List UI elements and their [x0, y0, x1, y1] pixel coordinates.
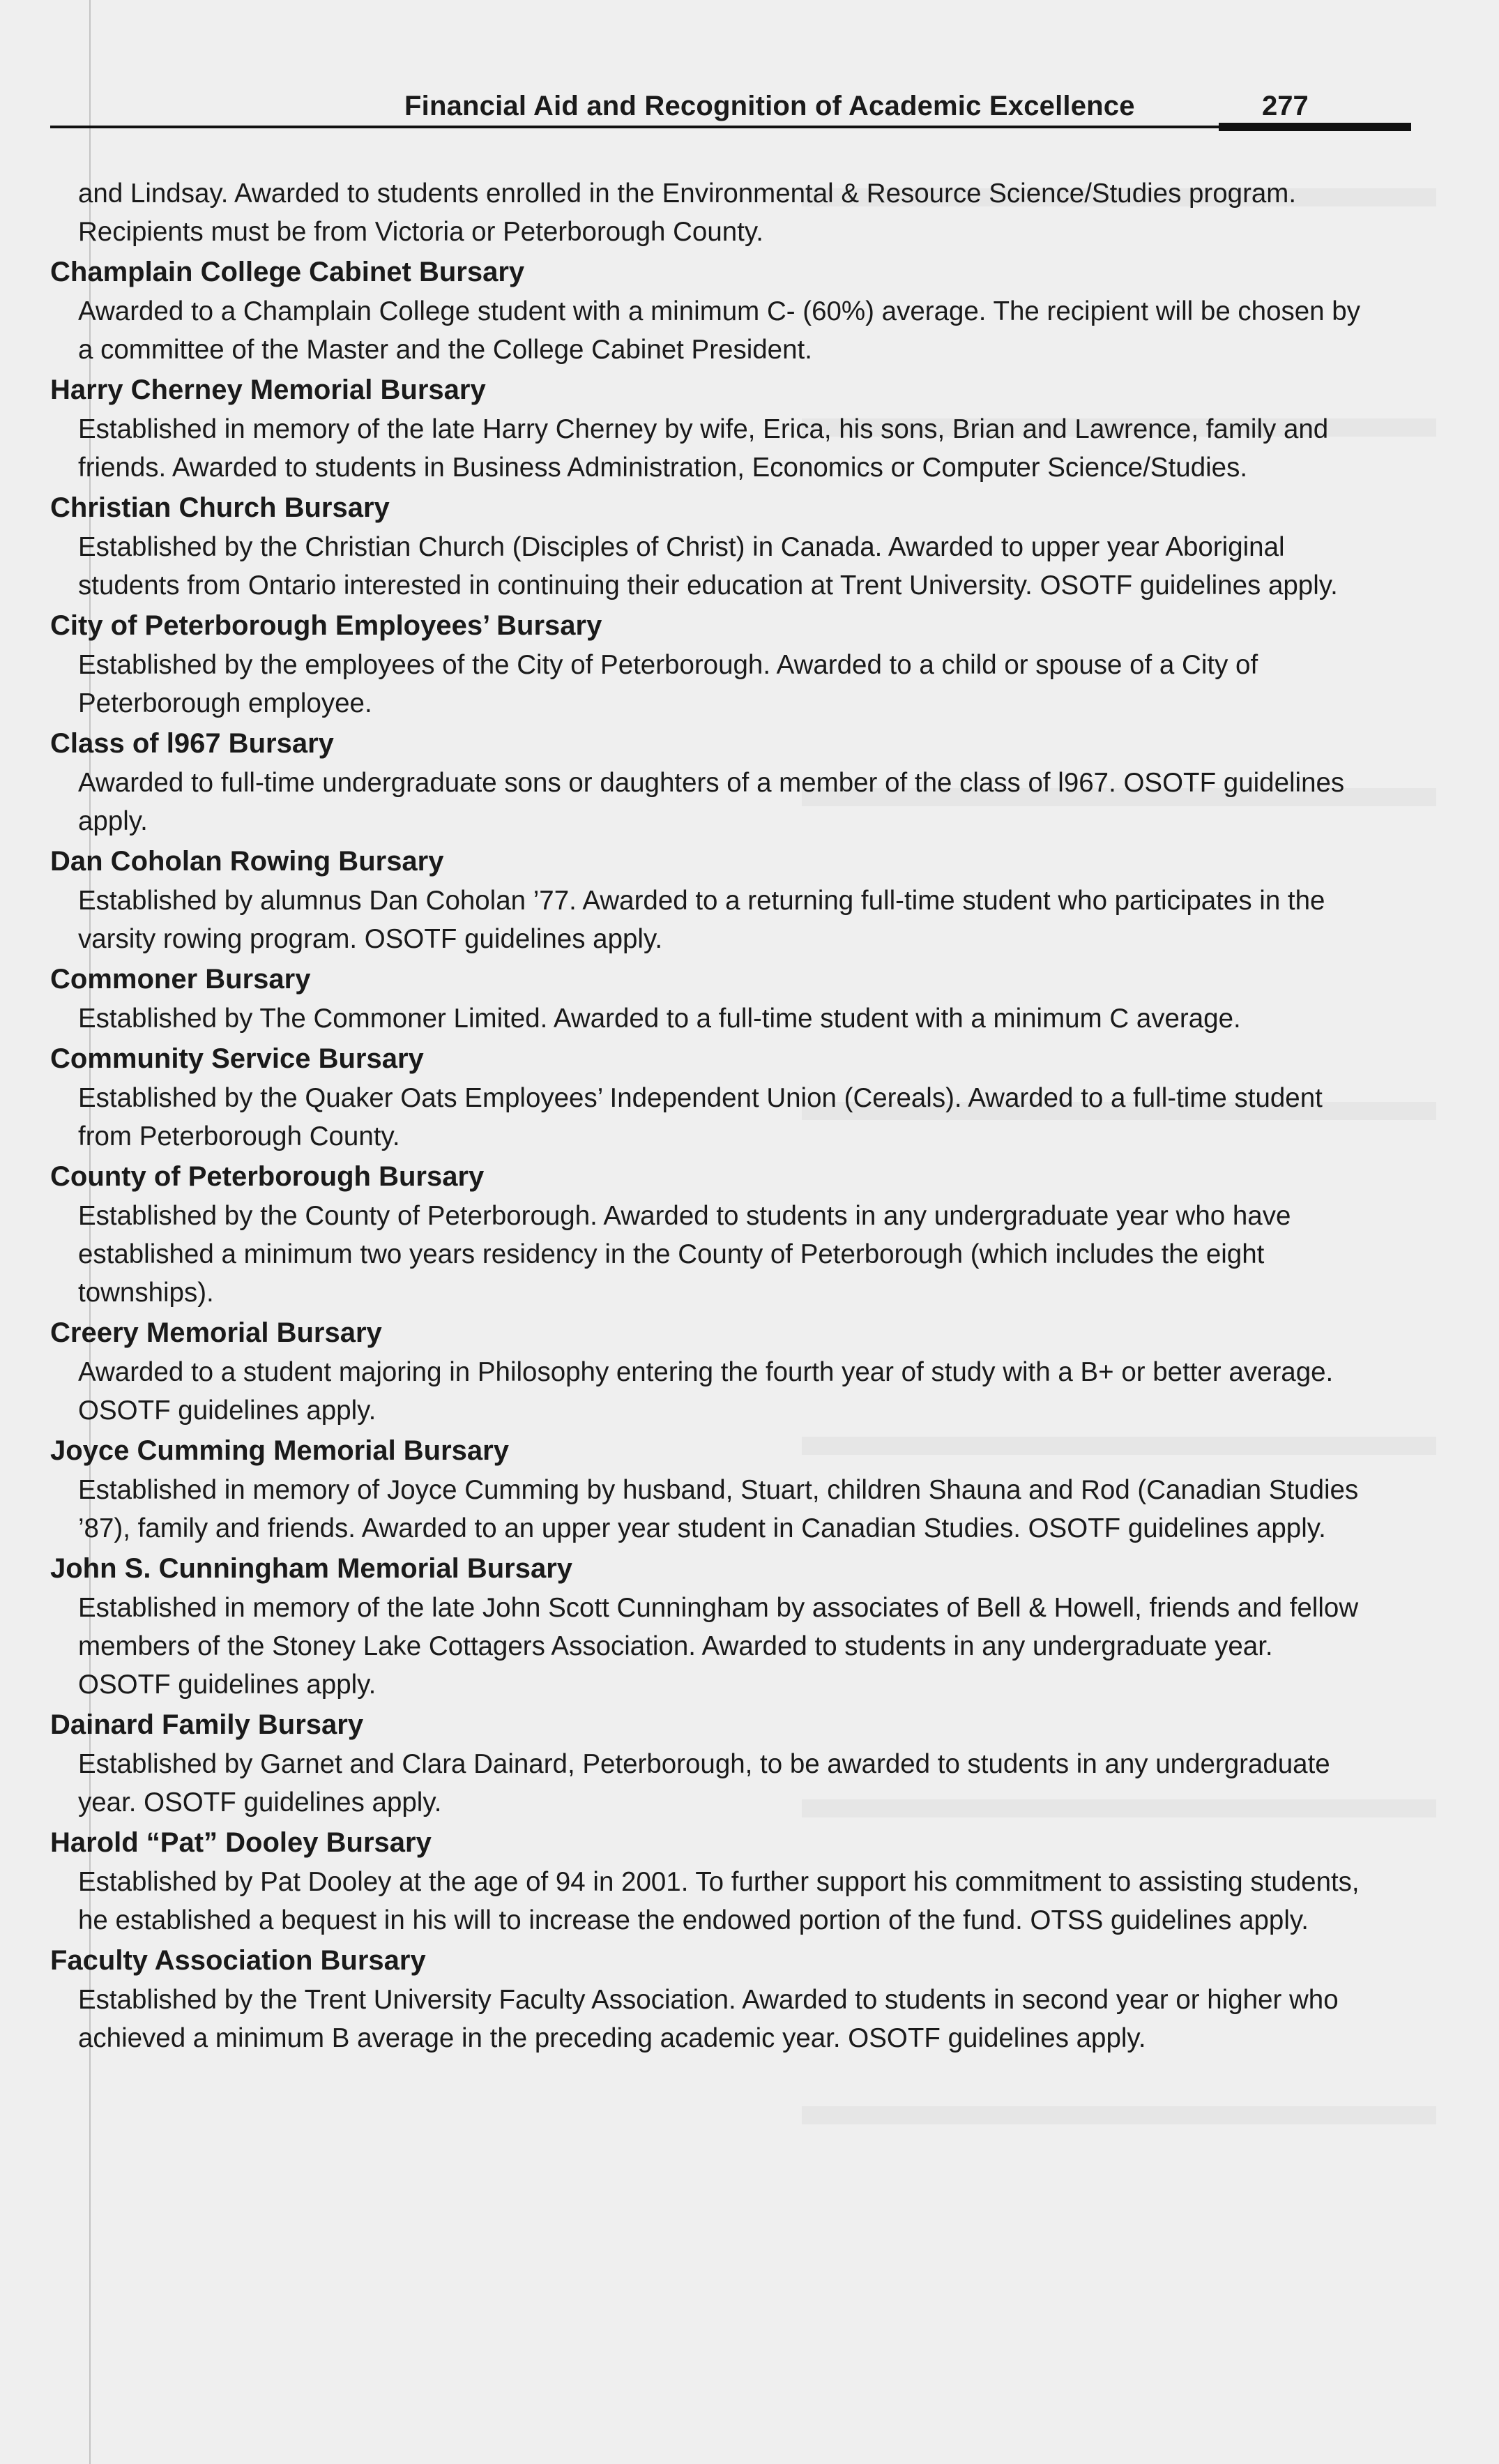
bursary-entry [50, 960, 1361, 1038]
running-head: Financial Aid and Recognition of Academic Excellence [404, 91, 1135, 121]
bursary-description: Established in memory of Joyce Cumming by husband, Stuart, children Shauna and Rod (Canadian Studies ’87), family and friends. Awarded to an upper year student in Canadian Studies. OSOTF guidelines apply. [78, 1475, 1359, 1543]
bursary-title: John S. Cunningham Memorial Bursary [50, 1553, 573, 1584]
bursary-description: Awarded to full-time undergraduate sons or daughters of a member of the class of l967. OSOTF guidelines apply. [78, 768, 1345, 836]
bursary-description: Established by the Trent University Faculty Association. Awarded to students in second year or higher who achieved a minimum B average in the preceding academic year. OSOTF guidelines apply. [78, 1985, 1339, 2053]
bursary-entry [50, 606, 1361, 723]
bursary-entry [50, 1823, 1361, 1940]
bursary-title: County of Peterborough Bursary [50, 1161, 485, 1192]
page-header [50, 85, 1361, 128]
bursary-title: Community Service Bursary [50, 1043, 424, 1074]
bursary-entry [50, 1431, 1361, 1548]
bursary-title: City of Peterborough Employees’ Bursary [50, 610, 602, 641]
header-rule-accent [1219, 123, 1411, 131]
bursary-title: Class of l967 Bursary [50, 728, 334, 759]
bursary-title: Creery Memorial Bursary [50, 1317, 382, 1348]
bursary-description: Established by the employees of the City of Peterborough. Awarded to a child or spouse of a City of Peterborough employee. [78, 650, 1258, 718]
bursary-description: Established in memory of the late John Scott Cunningham by associates of Bell & Howell, friends and fellow members of the Stoney Lake Cottagers Association. Awarded to students in any undergraduate year. OSOTF guidelines apply. [78, 1593, 1359, 1700]
bursary-description: Established by the Christian Church (Disciples of Christ) in Canada. Awarded to upper year Aboriginal students from Ontario interested in continuing their education at Trent University. OSOTF guidelines apply. [78, 532, 1338, 600]
bleed-through-line [802, 2106, 1436, 2124]
bursary-title: Commoner Bursary [50, 964, 311, 995]
bursary-description: Established by The Commoner Limited. Awarded to a full-time student with a minimum C average. [78, 1004, 1241, 1034]
bursary-listing [50, 174, 1361, 2057]
bursary-description: Established by alumnus Dan Coholan ’77. Awarded to a returning full-time student who participates in the varsity rowing program. OSOTF guidelines apply. [78, 886, 1325, 954]
bursary-entry [50, 724, 1361, 840]
bursary-entry [50, 842, 1361, 958]
bursary-description: Established in memory of the late Harry Cherney by wife, Erica, his sons, Brian and Lawrence, family and friends. Awarded to students in Business Administration, Economics or Computer Science/Studies. [78, 414, 1329, 483]
header-rule [50, 126, 1361, 128]
continued-paragraph: and Lindsay. Awarded to students enrolled in the Environmental & Resource Science/Studies program. Recipients must be from Victoria or Peterborough County. [78, 179, 1297, 247]
bursary-title: Christian Church Bursary [50, 492, 390, 523]
bursary-description: Awarded to a student majoring in Philosophy entering the fourth year of study with a B+ or better average. OSOTF guidelines apply. [78, 1357, 1334, 1426]
bursary-entry [50, 1313, 1361, 1430]
bursary-entry [50, 1705, 1361, 1822]
bursary-title: Harold “Pat” Dooley Bursary [50, 1827, 432, 1858]
bursary-description: Established by Garnet and Clara Dainard, Peterborough, to be awarded to students in any undergraduate year. OSOTF guidelines apply. [78, 1749, 1330, 1817]
page-number: 277 [1262, 91, 1309, 121]
bursary-entry [50, 252, 1361, 369]
bursary-title: Harry Cherney Memorial Bursary [50, 375, 486, 405]
bursary-description: Established by Pat Dooley at the age of 94 in 2001. To further support his commitment to assisting students, he established a bequest in his will to increase the endowed portion of the fund. OTSS guidelines apply. [78, 1867, 1360, 1935]
bursary-description: Awarded to a Champlain College student with a minimum C- (60%) average. The recipient will be chosen by a committee of the Master and the College Cabinet President. [78, 296, 1360, 365]
bursary-entry [50, 488, 1361, 605]
bursary-entry [50, 1941, 1361, 2057]
bursary-title: Dainard Family Bursary [50, 1709, 364, 1740]
bursary-title: Faculty Association Bursary [50, 1945, 426, 1976]
bursary-description: Established by the Quaker Oats Employees’ Independent Union (Cereals). Awarded to a full-time student from Peterborough County. [78, 1083, 1323, 1151]
bursary-entry [50, 370, 1361, 487]
bursary-title: Joyce Cumming Memorial Bursary [50, 1435, 509, 1466]
bursary-entry [50, 1039, 1361, 1156]
bursary-entry [50, 1157, 1361, 1312]
bursary-entry [50, 1549, 1361, 1704]
bursary-title: Dan Coholan Rowing Bursary [50, 846, 444, 877]
bursary-description: Established by the County of Peterborough. Awarded to students in any undergraduate year who have established a minimum two years residency in the County of Peterborough (which includes the eight townships). [78, 1201, 1291, 1308]
bursary-title: Champlain College Cabinet Bursary [50, 257, 525, 287]
